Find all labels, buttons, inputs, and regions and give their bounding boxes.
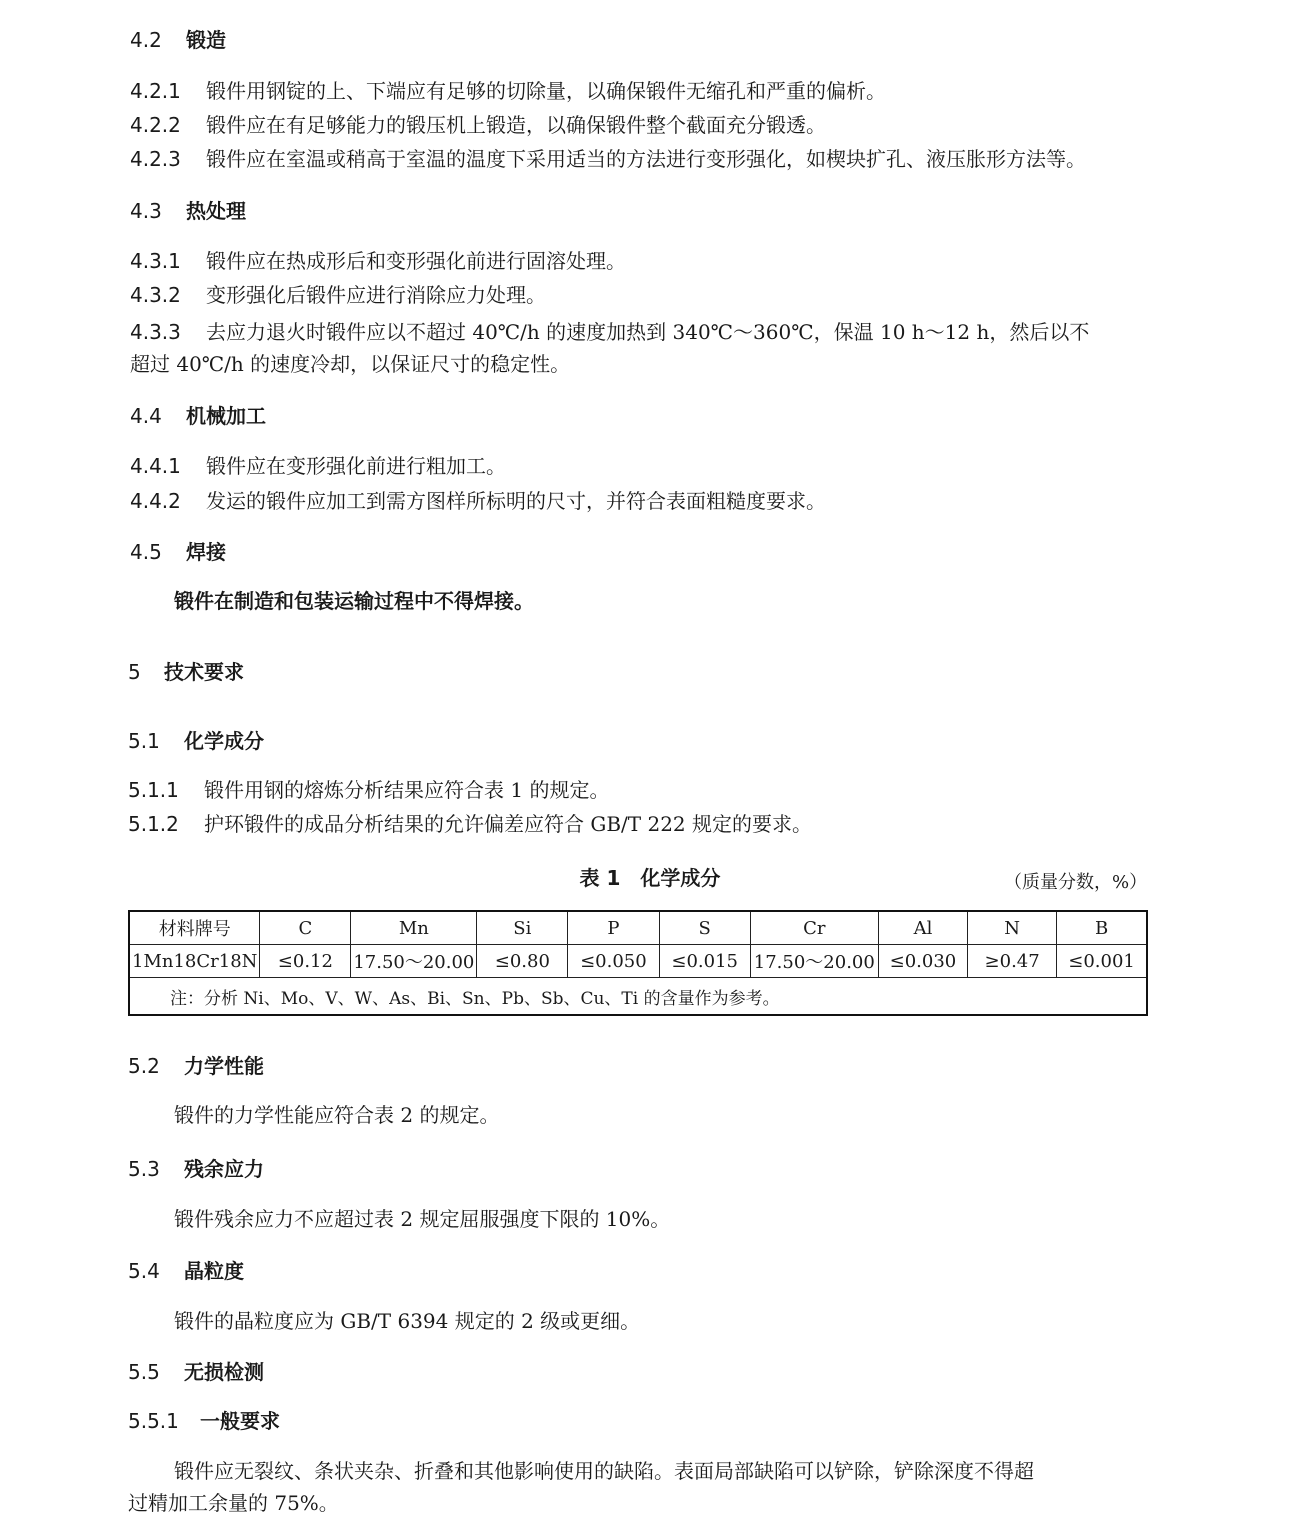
table-note: 注：分析 Ni、Mo、V、W、As、Bi、Sn、Pb、Sb、Cu、Ti 的含量作为参考。 <box>129 978 1147 1016</box>
heading-5-4: 5.4 晶粒度 <box>128 1259 244 1283</box>
clause-5-1-2: 5.1.2 护环锻件的成品分析结果的允许偏差应符合 GB/T 222 规定的要求。 <box>128 812 812 836</box>
clause-4-2-1: 4.2.1 锻件用钢锭的上、下端应有足够的切除量，以确保锻件无缩孔和严重的偏析。 <box>130 79 886 103</box>
clause-4-2-3: 4.2.3 锻件应在室温或稍高于室温的温度下采用适当的方法进行变形强化，如楔块扩孔、液压胀形方法等。 <box>130 147 1086 171</box>
clause-4-3-1: 4.3.1 锻件应在热成形后和变形强化前进行固溶处理。 <box>130 249 626 273</box>
table-note-row <box>129 978 1147 1016</box>
clause-4-3-3: 4.3.3 去应力退火时锻件应以不超过 40℃/h 的速度加热到 340℃～360℃，保温 10 h～12 h，然后以不 <box>130 320 1090 344</box>
table-row <box>129 945 1147 978</box>
table-header-cell: C <box>260 911 351 945</box>
clause-5-4-text: 锻件的晶粒度应为 GB/T 6394 规定的 2 级或更细。 <box>174 1309 641 1333</box>
table-cell: ≤0.050 <box>568 945 659 978</box>
table-cell: ≤0.001 <box>1057 945 1147 978</box>
heading-5-5: 5.5 无损检测 <box>128 1360 264 1384</box>
heading-5: 5 技术要求 <box>128 660 244 684</box>
table-header-cell: Cr <box>750 911 878 945</box>
table-header-cell: S <box>659 911 750 945</box>
table-header-cell: B <box>1057 911 1147 945</box>
clause-5-5-1-line2: 过精加工余量的 75%。 <box>128 1491 339 1515</box>
table-header-cell: N <box>968 911 1057 945</box>
table-cell: ≤0.030 <box>878 945 967 978</box>
table-header-cell: P <box>568 911 659 945</box>
clause-5-2-text: 锻件的力学性能应符合表 2 的规定。 <box>174 1103 500 1127</box>
clause-5-5-1-line1: 锻件应无裂纹、条状夹杂、折叠和其他影响使用的缺陷。表面局部缺陷可以铲除，铲除深度不得超 <box>174 1459 1034 1483</box>
table-cell: ≤0.80 <box>477 945 568 978</box>
heading-4-2: 4.2 锻造 <box>130 28 226 52</box>
table-cell: ≥0.47 <box>968 945 1057 978</box>
clause-4-3-2: 4.3.2 变形强化后锻件应进行消除应力处理。 <box>130 283 546 307</box>
table-1-unit: （质量分数，%） <box>1004 872 1148 893</box>
table-header-row <box>129 911 1147 945</box>
table-cell: 17.50～20.00 <box>750 945 878 978</box>
heading-5-3: 5.3 残余应力 <box>128 1157 264 1181</box>
table-header-cell: Si <box>477 911 568 945</box>
clause-4-2-2: 4.2.2 锻件应在有足够能力的锻压机上锻造，以确保锻件整个截面充分锻透。 <box>130 113 826 137</box>
clause-5-3-text: 锻件残余应力不应超过表 2 规定屈服强度下限的 10%。 <box>174 1207 671 1231</box>
clause-4-4-1: 4.4.1 锻件应在变形强化前进行粗加工。 <box>130 454 506 478</box>
heading-4-5: 4.5 焊接 <box>130 540 226 564</box>
chemical-composition-table <box>128 910 1148 1016</box>
clause-5-1-1: 5.1.1 锻件用钢的熔炼分析结果应符合表 1 的规定。 <box>128 778 610 802</box>
heading-5-1: 5.1 化学成分 <box>128 729 264 753</box>
heading-4-4: 4.4 机械加工 <box>130 404 266 428</box>
table-cell: 1Mn18Cr18N <box>129 945 260 978</box>
heading-5-5-1: 5.5.1 一般要求 <box>128 1409 280 1433</box>
table-header-cell: Al <box>878 911 967 945</box>
table-cell: ≤0.015 <box>659 945 750 978</box>
table-1-caption: 表 1 化学成分 <box>579 866 721 890</box>
clause-4-5-text: 锻件在制造和包装运输过程中不得焊接。 <box>174 589 534 613</box>
clause-4-3-3-continued: 超过 40℃/h 的速度冷却，以保证尺寸的稳定性。 <box>130 352 571 376</box>
heading-4-3: 4.3 热处理 <box>130 199 246 223</box>
table-cell: 17.50～20.00 <box>351 945 477 978</box>
table-header-cell: 材料牌号 <box>129 911 260 945</box>
heading-5-2: 5.2 力学性能 <box>128 1054 264 1078</box>
table-header-cell: Mn <box>351 911 477 945</box>
table-cell: ≤0.12 <box>260 945 351 978</box>
clause-4-4-2: 4.4.2 发运的锻件应加工到需方图样所标明的尺寸，并符合表面粗糙度要求。 <box>130 489 826 513</box>
